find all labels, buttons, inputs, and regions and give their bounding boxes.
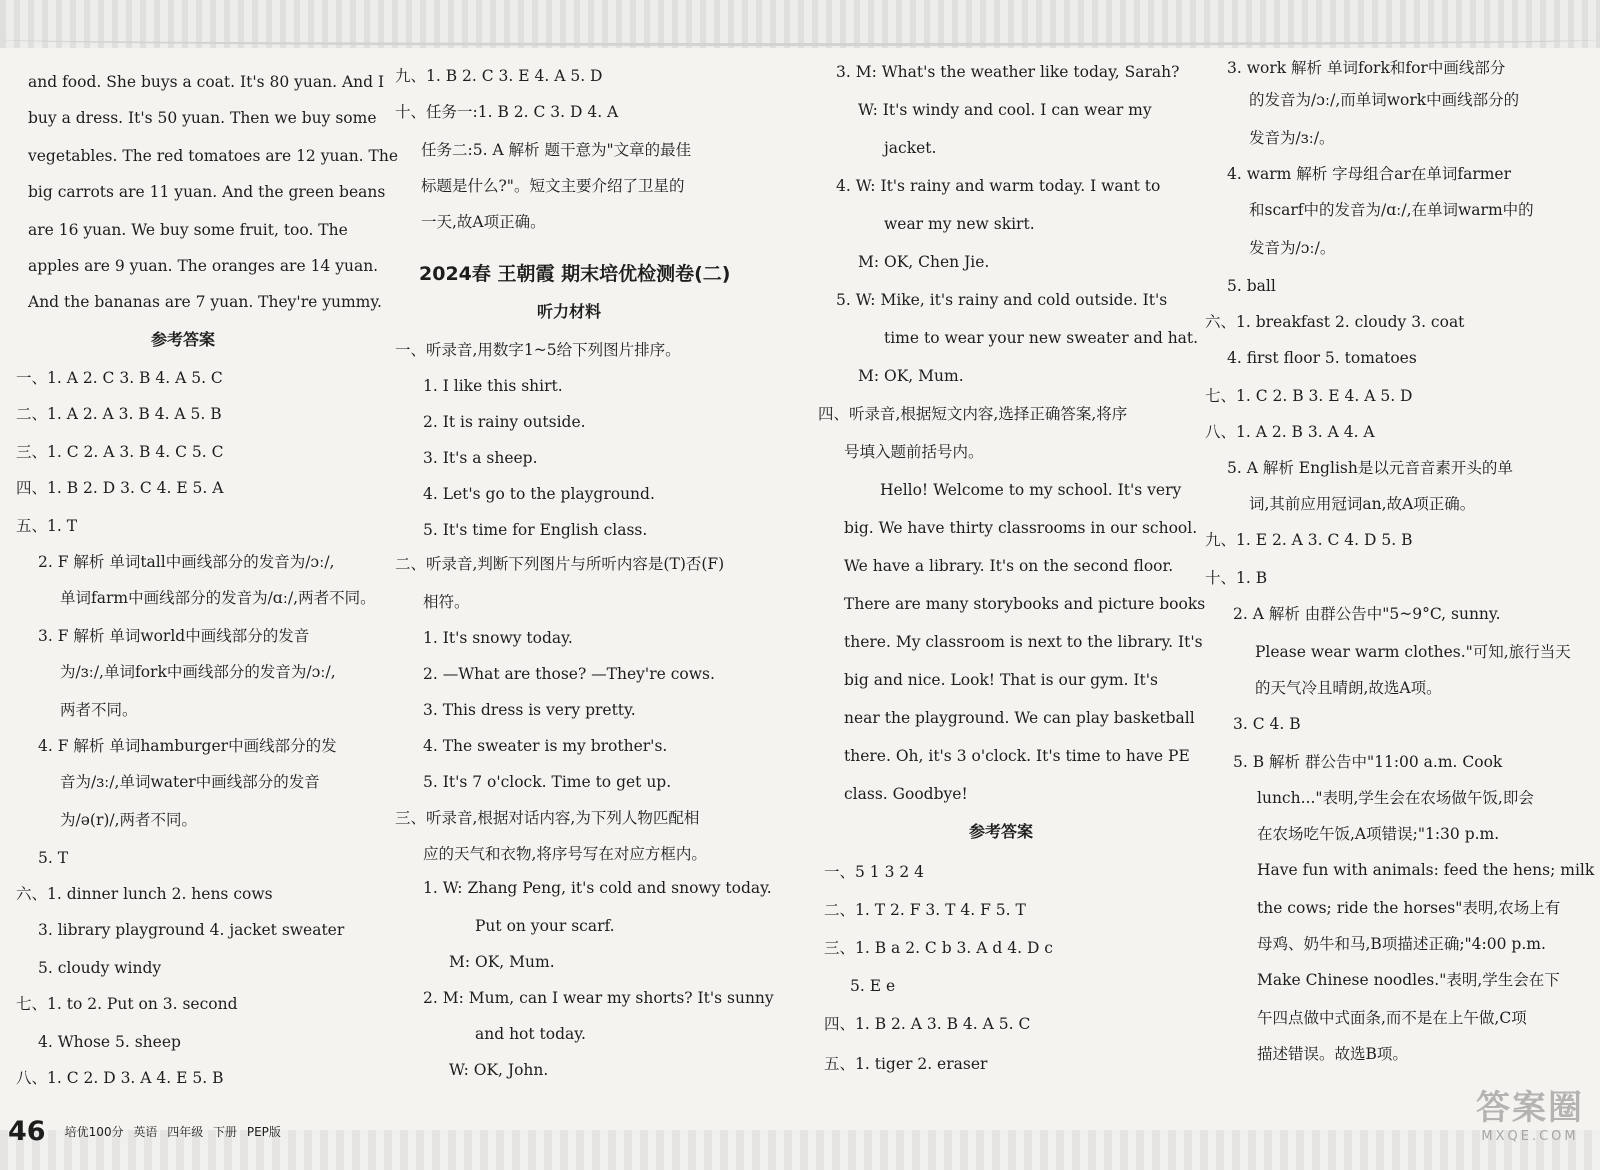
question-heading: 应的天气和衣物,将序号写在对应方框内。 [423, 845, 707, 863]
text-line: there. Oh, it's 3 o'clock. It's time to have PE [844, 747, 1190, 765]
page-footer [8, 1116, 281, 1150]
question-heading: 相符。 [423, 593, 470, 611]
text-line: 4. Let's go to the playground. [423, 485, 655, 503]
text-line: 3. It's a sheep. [423, 449, 538, 467]
text-line: are 16 yuan. We buy some fruit, too. The [28, 221, 348, 239]
text-line: 3. M: What's the weather like today, Sarah? [836, 63, 1180, 81]
text-line: buy a dress. It's 50 yuan. Then we buy some [28, 109, 377, 127]
text-line: 2. —What are those? —They're cows. [423, 665, 715, 683]
question-heading: 一、听录音,用数字1~5给下列图片排序。 [395, 341, 681, 359]
answer-line: 九、1. B 2. C 3. E 4. A 5. D [395, 67, 603, 85]
question-heading: 四、听录音,根据短文内容,选择正确答案,将序 [818, 405, 1128, 423]
answer-line: 在农场吃午饭,A项错误;"1:30 p.m. [1257, 825, 1500, 843]
answer-line: 四、1. B 2. D 3. C 4. E 5. A [16, 479, 224, 497]
text-line: 2. M: Mum, can I wear my shorts? It's sunny [423, 989, 774, 1007]
answer-line: 十、1. B [1205, 569, 1268, 587]
answer-line: Please wear warm clothes."可知,旅行当天 [1255, 643, 1571, 661]
text-line: time to wear your new sweater and hat. [884, 329, 1199, 347]
text-line: 1. It's snowy today. [423, 629, 573, 647]
question-heading: 三、听录音,根据对话内容,为下列人物匹配相 [395, 809, 700, 827]
text-line: and hot today. [475, 1025, 586, 1043]
watermark-main: 答案圈 [1476, 1088, 1584, 1128]
answer-heading: 参考答案 [151, 330, 216, 349]
text-line: class. Goodbye! [844, 785, 968, 803]
answer-line: 的天气冷且晴朗,故选A项。 [1255, 679, 1442, 697]
watermark-logo [1470, 1080, 1590, 1160]
answer-line: 5. T [38, 849, 69, 867]
answer-line: 五、1. tiger 2. eraser [824, 1055, 988, 1073]
answer-line: 词,其前应用冠词an,故A项正确。 [1249, 495, 1476, 513]
answer-line: 七、1. to 2. Put on 3. second [16, 995, 238, 1013]
text-line: and food. She buys a coat. It's 80 yuan. And I [28, 73, 385, 91]
answer-line: 九、1. E 2. A 3. C 4. D 5. B [1205, 531, 1413, 549]
watermark-sub: MXQE.COM [1481, 1129, 1579, 1144]
answer-line: 六、1. breakfast 2. cloudy 3. coat [1205, 313, 1465, 331]
answer-line: 3. C 4. B [1233, 715, 1301, 733]
text-line: 5. It's time for English class. [423, 521, 648, 539]
text-line: 2. It is rainy outside. [423, 413, 586, 431]
answer-line: 任务二:5. A 解析 题干意为"文章的最佳 [421, 141, 692, 159]
answer-line: 3. library playground 4. jacket sweater [38, 921, 345, 939]
text-line: Put on your scarf. [475, 917, 615, 935]
answer-heading: 参考答案 [969, 822, 1034, 841]
answer-line: 和scarf中的发音为/ɑː/,在单词warm中的 [1249, 201, 1534, 219]
text-line: 1. W: Zhang Peng, it's cold and snowy today. [423, 879, 772, 897]
answer-line: 午四点做中式面条,而不是在上午做,C项 [1257, 1009, 1527, 1027]
answer-line: 音为/ɜː/,单词water中画线部分的发音 [60, 773, 320, 791]
answer-line: 2. A 解析 由群公告中"5~9°C, sunny. [1233, 605, 1501, 623]
answer-line: 六、1. dinner lunch 2. hens cows [16, 885, 273, 903]
text-line: big carrots are 11 yuan. And the green beans [28, 183, 386, 201]
answer-line: 4. first floor 5. tomatoes [1227, 349, 1417, 367]
answer-line: 4. Whose 5. sheep [38, 1033, 181, 1051]
answer-line: 两者不同。 [60, 701, 138, 719]
answer-line: 十、任务一:1. B 2. C 3. D 4. A [395, 103, 619, 121]
answer-line: 一天,故A项正确。 [421, 213, 546, 231]
answer-line: 一、1. A 2. C 3. B 4. A 5. C [16, 369, 223, 387]
text-line: We have a library. It's on the second floor. [844, 557, 1174, 575]
answer-line: 为/ɜː/,单词fork中画线部分的发音为/ɔː/, [60, 663, 336, 681]
answer-line: 单词farm中画线部分的发音为/ɑː/,两者不同。 [60, 589, 376, 607]
answer-line: 三、1. C 2. A 3. B 4. C 5. C [16, 443, 224, 461]
answer-line: 5. ball [1227, 277, 1276, 295]
answer-line: 5. A 解析 English是以元音音素开头的单 [1227, 459, 1513, 477]
answer-line: 标题是什么?"。短文主要介绍了卫星的 [421, 177, 685, 195]
answer-line: Make Chinese noodles."表明,学生会在下 [1257, 971, 1560, 989]
text-line: big and nice. Look! That is our gym. It's [844, 671, 1158, 689]
question-heading: 号填入题前括号内。 [844, 443, 984, 461]
answer-line: 二、1. A 2. A 3. B 4. A 5. B [16, 405, 222, 423]
page-number: 46 [8, 1116, 46, 1147]
text-line: 4. The sweater is my brother's. [423, 737, 668, 755]
text-line: And the bananas are 7 yuan. They're yummy. [28, 293, 382, 311]
text-line: big. We have thirty classrooms in our school. [844, 519, 1198, 537]
answer-line: 五、1. T [16, 517, 78, 535]
text-line: 1. I like this shirt. [423, 377, 563, 395]
answer-line: 母鸡、奶牛和马,B项描述正确;"4:00 p.m. [1257, 935, 1546, 953]
answer-line: 4. F 解析 单词hamburger中画线部分的发 [38, 737, 337, 755]
answer-line: Have fun with animals: feed the hens; milk [1257, 861, 1595, 879]
answer-line: 描述错误。故选B项。 [1257, 1045, 1408, 1063]
text-line: M: OK, Chen Jie. [858, 253, 990, 271]
answer-line: 5. cloudy windy [38, 959, 162, 977]
answer-line: 八、1. A 2. B 3. A 4. A [1205, 423, 1375, 441]
answer-line: 5. E e [850, 977, 896, 995]
answer-line: 发音为/ɔː/。 [1249, 239, 1336, 257]
text-line: 4. W: It's rainy and warm today. I want to [836, 177, 1161, 195]
answer-line: 3. work 解析 单词fork和for中画线部分 [1227, 59, 1506, 77]
section-title: 2024春 王朝霞 期末培优检测卷(二) [419, 263, 731, 285]
text-line: M: OK, Mum. [449, 953, 555, 971]
answer-line: lunch..."表明,学生会在农场做午饭,即会 [1257, 789, 1534, 807]
top-wave-border [0, 0, 1600, 48]
text-line: M: OK, Mum. [858, 367, 964, 385]
answer-line: 四、1. B 2. A 3. B 4. A 5. C [824, 1015, 1031, 1033]
answer-line: 一、5 1 3 2 4 [824, 863, 925, 881]
text-line: jacket. [884, 139, 937, 157]
answer-line: the cows; ride the horses"表明,农场上有 [1257, 899, 1561, 917]
answer-line: 八、1. C 2. D 3. A 4. E 5. B [16, 1069, 224, 1087]
text-line: apples are 9 yuan. The oranges are 14 yuan. [28, 257, 379, 275]
answer-line: 3. F 解析 单词world中画线部分的发音 [38, 627, 310, 645]
text-line: there. My classroom is next to the library. It's [844, 633, 1203, 651]
text-line: near the playground. We can play basketball [844, 709, 1195, 727]
text-line: W: OK, John. [449, 1061, 549, 1079]
answer-line: 为/ə(r)/,两者不同。 [60, 811, 198, 829]
answer-line: 2. F 解析 单词tall中画线部分的发音为/ɔː/, [38, 553, 335, 571]
section-subtitle: 听力材料 [537, 302, 602, 321]
answer-line: 4. warm 解析 字母组合ar在单词farmer [1227, 165, 1512, 183]
answer-line: 七、1. C 2. B 3. E 4. A 5. D [1205, 387, 1413, 405]
text-line: W: It's windy and cool. I can wear my [858, 101, 1152, 119]
answer-line: 的发音为/ɔː/,而单词work中画线部分的 [1249, 91, 1520, 109]
text-line: wear my new skirt. [884, 215, 1035, 233]
text-line: 5. It's 7 o'clock. Time to get up. [423, 773, 672, 791]
answer-line: 发音为/ɜː/。 [1249, 129, 1335, 147]
question-heading: 二、听录音,判断下列图片与所听内容是(T)否(F) [395, 555, 725, 573]
book-info: 培优100分 英语 四年级 下册 PEP版 [64, 1125, 281, 1139]
answer-line: 三、1. B a 2. C b 3. A d 4. D c [824, 939, 1053, 957]
text-line: 3. This dress is very pretty. [423, 701, 636, 719]
text-line: 5. W: Mike, it's rainy and cold outside. It's [836, 291, 1168, 309]
text-line: vegetables. The red tomatoes are 12 yuan. The [28, 147, 399, 165]
answer-line: 二、1. T 2. F 3. T 4. F 5. T [824, 901, 1026, 919]
text-line: There are many storybooks and picture books [844, 595, 1206, 613]
text-line: Hello! Welcome to my school. It's very [880, 481, 1182, 499]
answer-line: 5. B 解析 群公告中"11:00 a.m. Cook [1233, 753, 1503, 771]
